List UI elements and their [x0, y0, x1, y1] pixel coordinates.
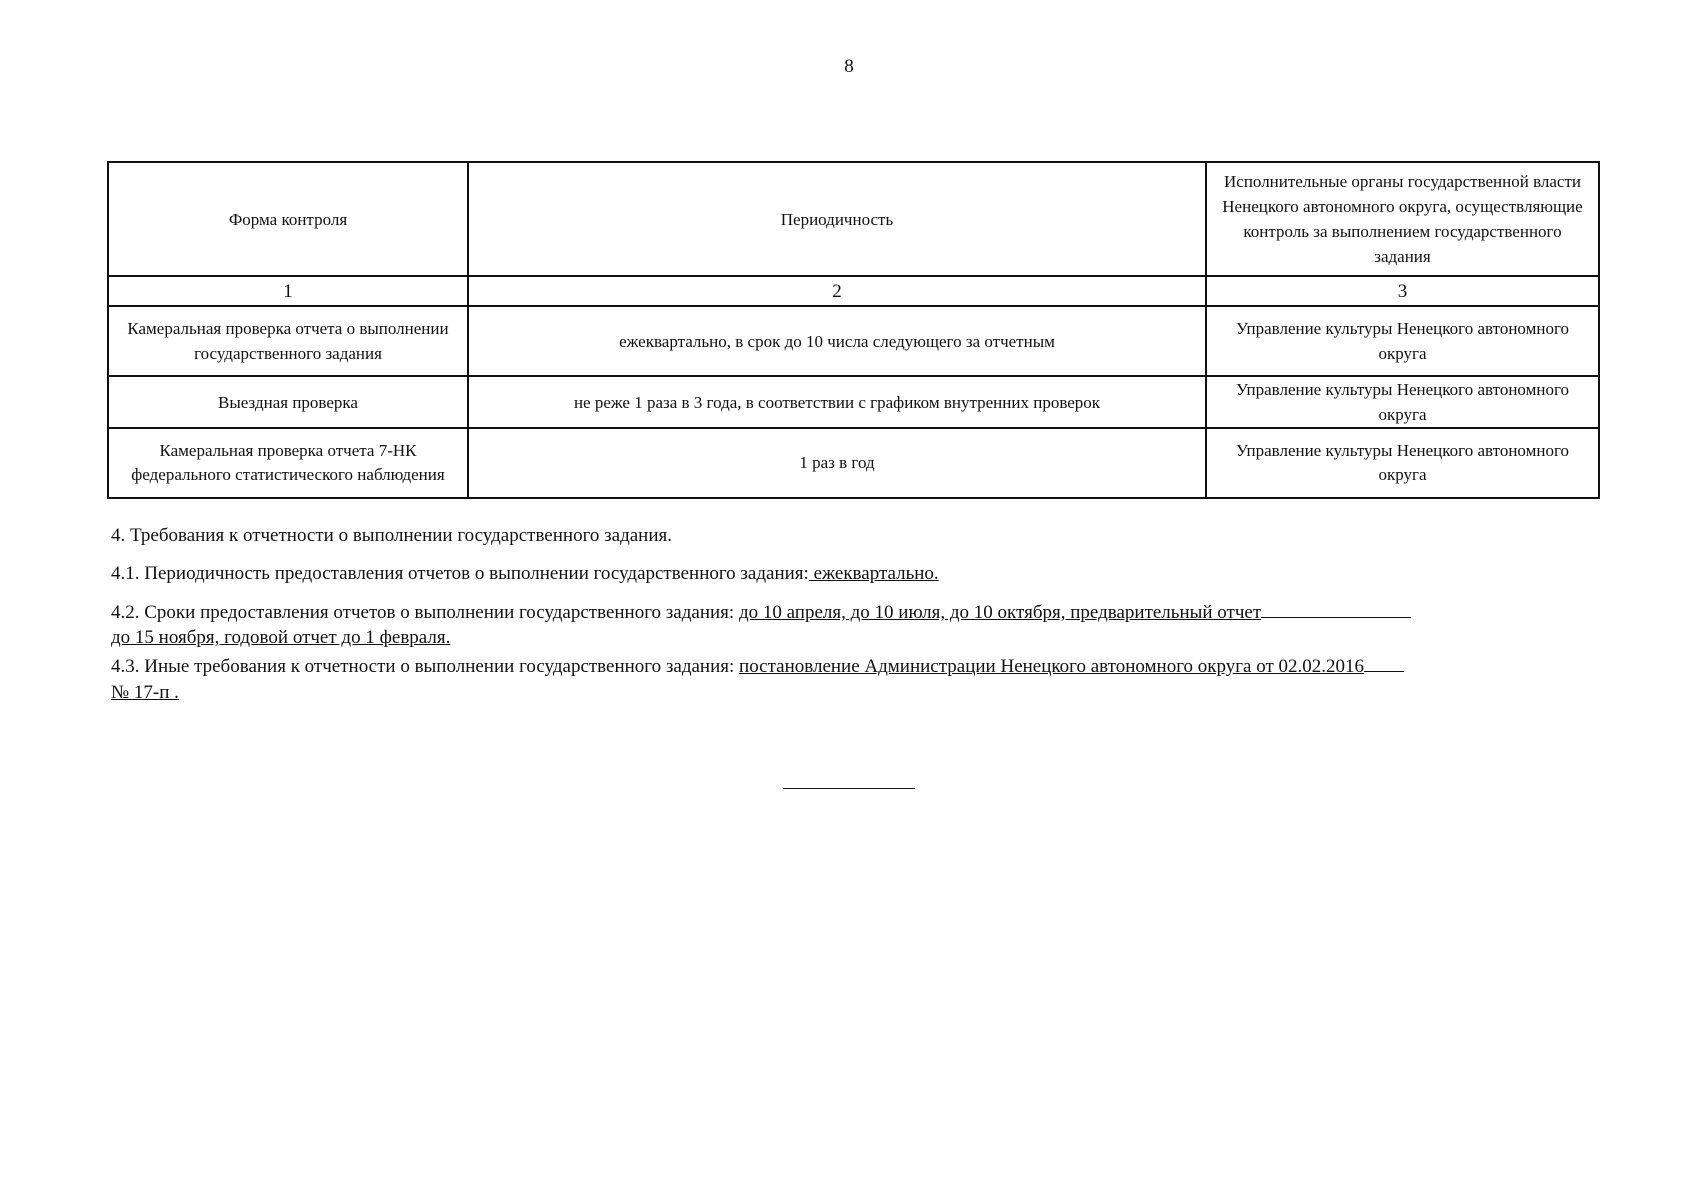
paragraph-4-3-value-continued: № 17-п .	[111, 682, 179, 703]
paragraph-4-3-value: постановление Администрации Ненецкого автономного округа от 02.02.2016	[739, 656, 1365, 677]
paragraph-4-3-continuation	[111, 679, 1598, 707]
paragraph-4-3-label: 4.3. Иные требования к отчетности о выполнении государственного задания:	[111, 656, 740, 677]
header-control-form: Форма контроля	[108, 162, 468, 276]
cell-periodicity: ежеквартально, в срок до 10 числа следующего за отчетным	[468, 306, 1206, 376]
paragraph-4-1-label: 4.1. Периодичность предоставления отчетов о выполнении государственного задания:	[111, 563, 809, 584]
section-4-title: 4. Требования к отчетности о выполнении государственного задания.	[111, 525, 673, 546]
paragraph-4-1-value: ежеквартально.	[808, 563, 939, 584]
column-number-row	[108, 276, 1599, 306]
cell-periodicity: не реже 1 раза в 3 года, в соответствии с графиком внутренних проверок	[468, 376, 1206, 428]
cell-authority: Управление культуры Ненецкого автономного округа	[1206, 306, 1599, 376]
column-number: 2	[468, 276, 1206, 306]
column-number: 1	[108, 276, 468, 306]
cell-control-form: Камеральная проверка отчета 7-НК федерального статистического наблюдения	[108, 428, 468, 498]
table-row	[108, 376, 1599, 428]
page-number: 8	[844, 56, 854, 77]
cell-authority: Управление культуры Ненецкого автономного округа	[1206, 428, 1599, 498]
paragraph-4-1	[111, 560, 1598, 588]
table-row	[108, 428, 1599, 498]
paragraph-4-2-continuation	[111, 624, 1598, 652]
column-number: 3	[1206, 276, 1599, 306]
header-periodicity: Периодичность	[468, 162, 1206, 276]
fill-line	[1261, 597, 1411, 618]
table-header-row	[108, 162, 1599, 276]
fill-line	[1364, 651, 1404, 672]
paragraph-4-2	[111, 597, 1598, 627]
paragraph-4-2-value: до 10 апреля, до 10 июля, до 10 октября, предварительный отчет	[738, 602, 1262, 623]
cell-authority: Управление культуры Ненецкого автономного округа	[1206, 376, 1599, 428]
control-table	[107, 161, 1600, 499]
paragraph-4-3	[111, 651, 1598, 681]
table-row	[108, 306, 1599, 376]
header-authorities: Исполнительные органы государственной власти Ненецкого автономного округа, осуществляющие контроль за выполнением государственного задания	[1206, 162, 1599, 276]
end-of-document-rule	[783, 788, 915, 789]
cell-periodicity: 1 раз в год	[468, 428, 1206, 498]
paragraph-4-2-label: 4.2. Сроки предоставления отчетов о выполнении государственного задания:	[111, 602, 739, 623]
paragraph-4-2-value-continued: до 15 ноября, годовой отчет до 1 февраля.	[111, 627, 451, 648]
cell-control-form: Камеральная проверка отчета о выполнении государственного задания	[108, 306, 468, 376]
cell-control-form: Выездная проверка	[108, 376, 468, 428]
